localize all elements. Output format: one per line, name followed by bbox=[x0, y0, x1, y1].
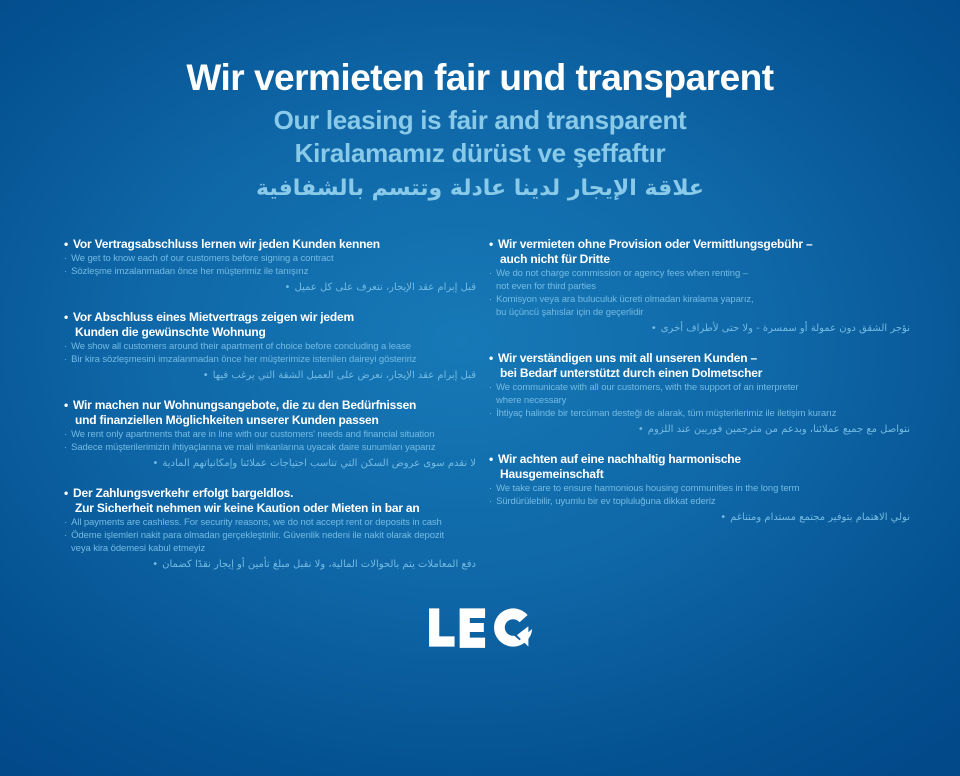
tr-text: · Sürdürülebilir, uyumlu bir ev topluluğuna dikkat ederiz bbox=[489, 496, 716, 507]
de-text: • Wir vermieten ohne Provision oder Vermittlungsgebühr – bbox=[489, 237, 813, 251]
bullet-glyph: · bbox=[489, 294, 493, 305]
en-text: · We show all customers around their apartment of choice before concluding a lease bbox=[64, 341, 411, 352]
bullet-glyph: · bbox=[64, 253, 68, 264]
bullet-glyph: • bbox=[489, 237, 494, 251]
tr-text: · Sözleşme imzalanmadan önce her müşterimiz ile tanışırız bbox=[64, 266, 309, 277]
tr-text: · Komisyon veya ara buluculuk ücreti olmadan kiralama yaparız, bbox=[489, 294, 754, 305]
subtitle-en: Our leasing is fair and transparent bbox=[273, 105, 687, 135]
bullet-glyph: • bbox=[489, 351, 494, 365]
tr-text: · İhtiyaç halinde bir tercüman desteği de alarak, tüm müşterilerimiz ile iletişim kurarız bbox=[489, 408, 837, 419]
bullet-glyph: • bbox=[64, 237, 69, 251]
ar-text: نتواصل مع جميع عملائنا، وبدعم من مترجمين فوريين عند اللزوم• bbox=[637, 424, 910, 435]
de-text: und finanziellen Möglichkeiten unserer Kunden passen bbox=[75, 413, 379, 427]
bullet-glyph: • bbox=[64, 486, 69, 500]
de-text: Zur Sicherheit nehmen wir keine Kaution oder Mieten in bar an bbox=[75, 501, 420, 515]
bullet-glyph: · bbox=[64, 266, 68, 277]
subtitle-tr: Kiralamamız dürüst ve şeffaftır bbox=[294, 138, 666, 168]
en-text: · We rent only apartments that are in line with our customers' needs and financial situation bbox=[64, 429, 435, 440]
bullet-glyph: · bbox=[64, 429, 68, 440]
bullet-glyph: · bbox=[64, 530, 68, 541]
ar-text: نؤجر الشقق دون عمولة أو سمسرة - ولا حتى لأطراف أخرى• bbox=[650, 323, 910, 334]
de-text: • Wir verständigen uns mit all unseren Kunden – bbox=[489, 351, 757, 365]
bullet-group bbox=[489, 351, 910, 436]
en-text: where necessary bbox=[496, 395, 567, 406]
bullet-glyph: · bbox=[64, 442, 68, 453]
de-text: Kunden die gewünschte Wohnung bbox=[75, 325, 266, 339]
en-text: · We take care to ensure harmonious housing communities in the long term bbox=[489, 483, 800, 494]
ar-text: قبل إبرام عقد الإيجار، نعرض على العميل الشقة التي يرغب فيها• bbox=[202, 370, 476, 381]
en-text: · We do not charge commission or agency fees when renting – bbox=[489, 268, 748, 279]
de-text: • Vor Abschluss eines Mietvertrags zeigen wir jedem bbox=[64, 310, 354, 324]
bullet-glyph: · bbox=[64, 341, 68, 352]
de-text: • Wir achten auf eine nachhaltig harmonische bbox=[489, 452, 741, 466]
bullet-glyph: · bbox=[489, 382, 493, 393]
leg-logo-icon bbox=[424, 607, 536, 648]
bullet-group bbox=[64, 310, 476, 382]
content-columns bbox=[0, 237, 960, 587]
bullet-glyph: • bbox=[152, 559, 159, 570]
left-column bbox=[64, 237, 476, 587]
right-column bbox=[476, 237, 910, 587]
bullet-glyph: • bbox=[720, 512, 727, 523]
bullet-glyph: · bbox=[489, 268, 493, 279]
de-text: • Der Zahlungsverkehr erfolgt bargeldlos. bbox=[64, 486, 294, 500]
bullet-group bbox=[489, 452, 910, 524]
bullet-glyph: · bbox=[489, 408, 493, 419]
tr-text: · Ödeme işlemleri nakit para olmadan gerçekleştirilir. Güvenlik nedeni ile nakit olarak depozit bbox=[64, 530, 445, 541]
de-text: • Wir machen nur Wohnungsangebote, die zu den Bedürfnissen bbox=[64, 398, 417, 412]
de-text: Hausgemeinschaft bbox=[500, 467, 604, 481]
bullet-glyph: • bbox=[202, 370, 209, 381]
ar-text: دفع المعاملات يتم بالحوالات المالية، ولا نقبل مبلغ تأمين أو إيجار نقدًا كضمان• bbox=[152, 559, 476, 570]
bullet-group bbox=[64, 398, 476, 470]
bullet-glyph: • bbox=[650, 323, 657, 334]
de-text: auch nicht für Dritte bbox=[500, 252, 610, 266]
tr-text: bu üçüncü şahıslar için de geçerlidir bbox=[496, 307, 644, 318]
bullet-glyph: · bbox=[64, 354, 68, 365]
bullet-glyph: · bbox=[64, 517, 68, 528]
footer bbox=[0, 607, 960, 653]
en-text: not even for third parties bbox=[496, 281, 596, 292]
tr-text: veya kira ödemesi kabul etmeyiz bbox=[71, 543, 206, 554]
flyer-poster bbox=[0, 56, 960, 776]
en-text: · We get to know each of our customers before signing a contract bbox=[64, 253, 334, 264]
bullet-glyph: • bbox=[64, 310, 69, 324]
bullet-glyph: • bbox=[284, 282, 291, 293]
de-text: bei Bedarf unterstützt durch einen Dolmetscher bbox=[500, 366, 763, 380]
ar-text: لا نقدم سوى عروض السكن التي تناسب احتياجات عملائنا وإمكانياتهم المادية• bbox=[152, 458, 476, 469]
de-text: • Vor Vertragsabschluss lernen wir jeden Kunden kennen bbox=[64, 237, 380, 251]
bullet-glyph: · bbox=[489, 483, 493, 494]
bullet-group bbox=[64, 486, 476, 571]
subtitle-ar: علاقة الإيجار لدينا عادلة وتتسم بالشفافية bbox=[256, 176, 704, 201]
bullet-group bbox=[489, 237, 910, 335]
en-text: · All payments are cashless. For security reasons, we do not accept rent or deposits in cash bbox=[64, 517, 442, 528]
bullet-glyph: • bbox=[489, 452, 494, 466]
en-text: · We communicate with all our customers, with the support of an interpreter bbox=[489, 382, 799, 393]
bullet-glyph: • bbox=[637, 424, 644, 435]
ar-text: قبل إبرام عقد الإيجار، نتعرف على كل عميل• bbox=[284, 282, 476, 293]
tr-text: · Bir kira sözleşmesini imzalanmadan önce her müşterimize istenilen daireyi gösteririz bbox=[64, 354, 417, 365]
ar-text: نولي الاهتمام بتوفير مجتمع مستدام ومتناغم• bbox=[720, 512, 910, 523]
page-title: Wir vermieten fair und transparent bbox=[186, 57, 774, 98]
bullet-glyph: • bbox=[152, 458, 159, 469]
bullet-group bbox=[64, 237, 476, 294]
bullet-glyph: • bbox=[64, 398, 69, 412]
header bbox=[0, 56, 960, 203]
bullet-glyph: · bbox=[489, 496, 493, 507]
tr-text: · Sadece müşterilerimizin ihtiyaçlarına ve mali imkanlarına uyacak daire sunumları yaparız bbox=[64, 442, 436, 453]
